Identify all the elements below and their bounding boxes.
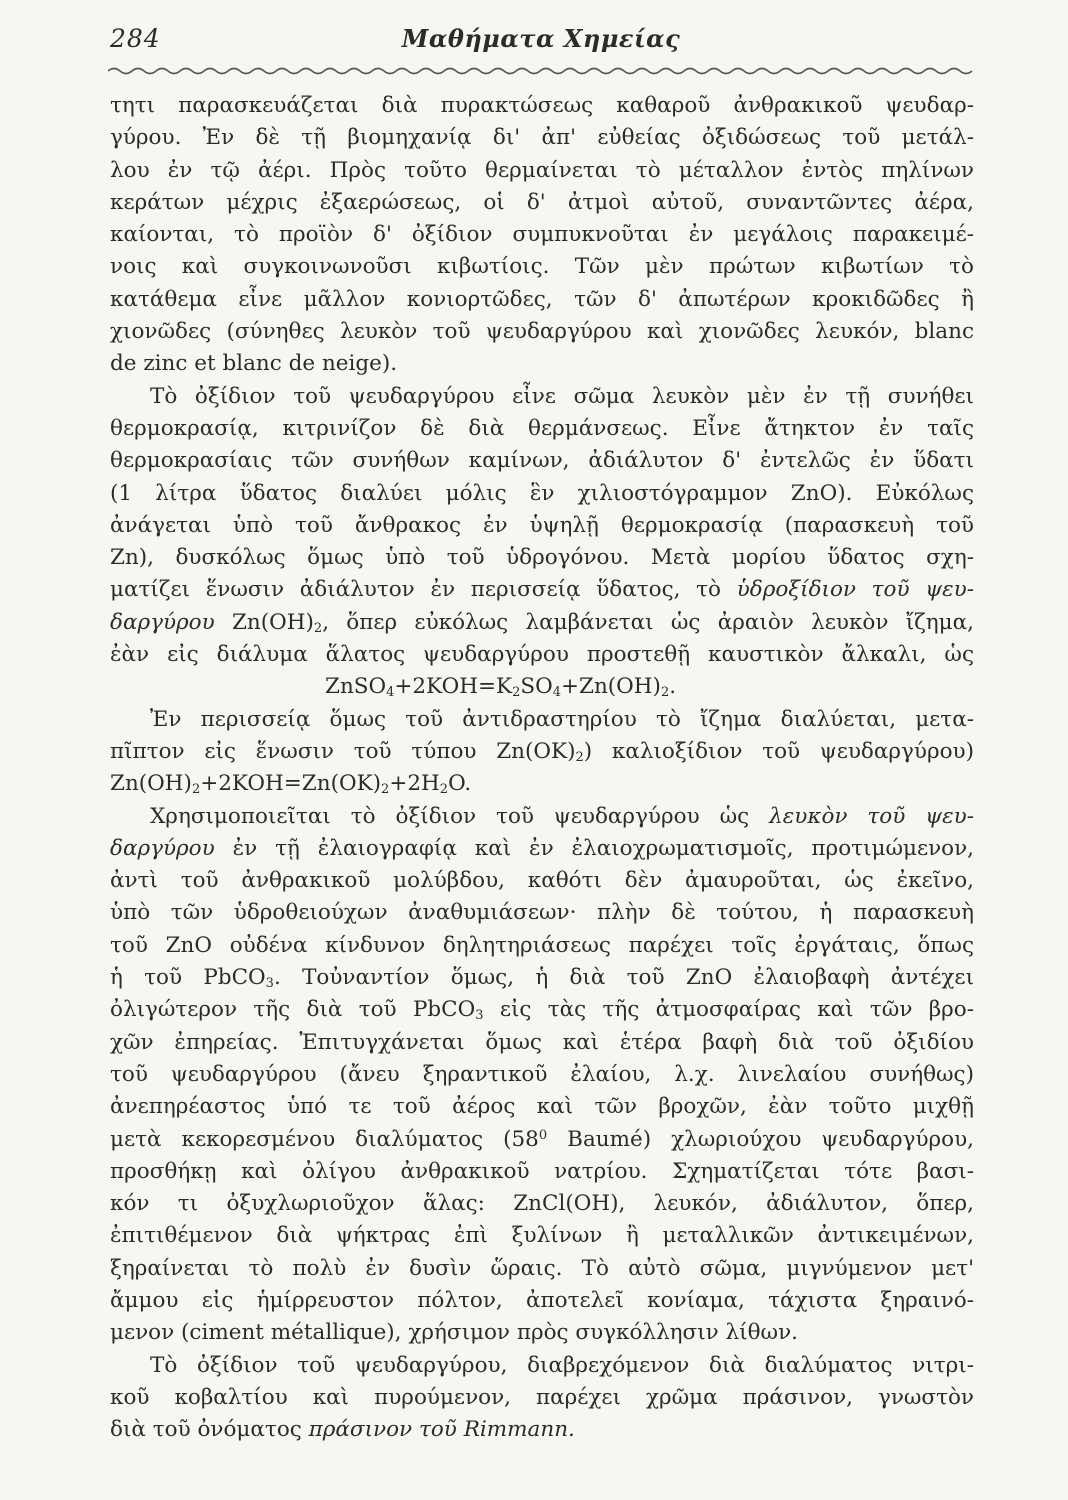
text-line	[110, 736, 974, 768]
text-line: κατάθεμα εἶνε μᾶλλον κονιορτῶδες, τῶν δ' ἀπωτέρων κροκιδῶδες ἢ	[110, 286, 974, 312]
text-line: ξηραίνεται τὸ πολὺ ἐν δυσὶν ὥραις. Τὸ αὐτὸ σῶμα, μιγνύμενον μετ'	[110, 1255, 974, 1281]
formula-part: .	[669, 674, 677, 700]
running-title: Μαθήματα Χημείας	[401, 24, 681, 53]
text-line: τοῦ ZnO οὐδένα κίνδυνον δηλητηριάσεως παρέχει τοῖς ἐργάταις, ὅπως	[110, 932, 974, 958]
subscript: 2	[381, 782, 390, 798]
subscript: 4	[552, 685, 561, 701]
subscript: 2	[439, 782, 449, 798]
text-line: de zinc et blanc de neige).	[110, 351, 398, 377]
text-line	[110, 994, 974, 1026]
text-line: προσθήκῃ καὶ ὀλίγου ἀνθρακικοῦ νατρίου. Σχηματίζεται τότε βασι-	[110, 1158, 974, 1184]
formula-part: +Zn(OH)	[560, 674, 661, 700]
text-line: νοις καὶ συγκοινωνοῦσι κιβωτίοις. Τῶν μὲν πρώτων κιβωτίων τὸ	[110, 254, 974, 280]
text-line	[110, 833, 974, 865]
text-span: ἡ τοῦ PbCO	[110, 965, 266, 991]
text-line: κεράτων μέχρις ἐξαερώσεως, οἱ δ' ἀτμοὶ αὐτοῦ, συναντῶντες ἀέρα,	[110, 189, 974, 215]
subscript: 2	[512, 685, 521, 701]
text-line: ἄμμου εἰς ἡμίρρευστον πόλτον, ἀποτελεῖ κονίαμα, τάχιστα ξηραινό-	[110, 1287, 974, 1313]
chem-formula: Zn(OH)	[214, 609, 314, 635]
text-line: ἀντὶ τοῦ ἀνθρακικοῦ μολύβδου, καθότι δὲν ἀμαυροῦται, ὡς ἐκεῖνο,	[110, 868, 974, 894]
text-line: γύρου. Ἐν δὲ τῇ βιομηχανίᾳ δι' ἀπ' εὐθείας ὀξιδώσεως τοῦ μετάλ-	[110, 125, 974, 151]
text-span: ) καλιοξίδιον τοῦ ψευδαργύρου)	[583, 738, 974, 764]
text-line: λου ἐν τῷ ἀέρι. Πρὸς τοῦτο θερμαίνεται τὸ μέταλλον ἐντὸς πηλίνων	[110, 157, 974, 183]
body-text	[110, 90, 974, 1446]
text-span: , ὅπερ εὐκόλως λαμβάνεται ὡς ἀραιὸν λευκὸν ἴζημα,	[322, 609, 974, 635]
text-line: ἀνάγεται ὑπὸ τοῦ ἄνθρακος ἐν ὑψηλῇ θερμοκρασίᾳ (παρασκευὴ τοῦ	[110, 512, 974, 538]
text-span: ματίζει ἕνωσιν ἀδιάλυτον ἐν περισσείᾳ ὕδατος, τὸ	[110, 577, 737, 603]
superscript: 0	[538, 1127, 548, 1143]
text-line: καίονται, τὸ προϊὸν δ' ὀξίδιον συμπυκνοῦται ἐν μεγάλοις παρακειμέ-	[110, 222, 974, 248]
text-line: Zn), δυσκόλως ὅμως ὑπὸ τοῦ ὑδρογόνου. Μετὰ μορίου ὕδατος σχη-	[110, 545, 974, 571]
text-line: θερμοκρασίαις τῶν συνήθων καμίνων, ἀδιάλυτον δ' ἐντελῶς ἐν ὕδατι	[110, 448, 974, 474]
text-line	[110, 1414, 974, 1446]
italic-term: δαργύρου	[110, 835, 215, 861]
subscript: 4	[386, 685, 395, 701]
italic-term: δαργύρου	[110, 609, 215, 635]
formula-part: +2H	[389, 771, 440, 797]
text-line: κόν τι ὀξυχλωριοῦχον ἅλας: ZnCl(OH), λευκόν, ἀδιάλυτον, ὅπερ,	[110, 1191, 974, 1217]
page-header	[110, 24, 972, 64]
text-span: Χρησιμοποιεῖται τὸ ὀξίδιον τοῦ ψευδαργύρου ὡς	[150, 803, 770, 829]
text-span: μετὰ κεκορεσμένου διαλύματος (58	[110, 1126, 539, 1152]
text-line	[110, 574, 974, 606]
paragraph-start: Τὸ ὀξίδιον τοῦ ψευδαργύρου, διαβρεχόμενον διὰ διαλύματος νιτρι-	[150, 1352, 974, 1378]
subscript: 2	[575, 749, 584, 765]
text-span: πῖπτον εἰς ἕνωσιν τοῦ τύπου Zn(OK)	[110, 738, 576, 764]
formula-part: ZnSO	[325, 674, 387, 700]
italic-term: πράσινον τοῦ Rimmann.	[308, 1417, 575, 1443]
text-span: εἰς τὰς τῆς ἀτμοσφαίρας καὶ τῶν βρο-	[483, 997, 974, 1023]
text-line: τητι παρασκευάζεται διὰ πυρακτώσεως καθαροῦ ἀνθρακικοῦ ψευδαρ-	[110, 93, 974, 118]
subscript: 2	[313, 620, 323, 636]
formula-part: SO	[520, 674, 553, 700]
text-span: . Τοὐναντίον ὅμως, ἡ διὰ τοῦ ZnO ἐλαιοβαφὴ ἀντέχει	[273, 965, 975, 991]
formula-part: Zn(OH)	[110, 771, 192, 797]
formula-part: +2KOH=K	[394, 674, 513, 700]
paragraph-start: Ἐν περισσείᾳ ὅμως τοῦ ἀντιδραστηρίου τὸ ἴζημα διαλύεται, μετα-	[150, 706, 974, 732]
text-span: Baumé) χλωριούχου ψευδαργύρου,	[547, 1126, 975, 1152]
text-line: μενον (ciment métallique), χρήσιμον πρὸς συγκόλλησιν λίθων.	[110, 1320, 798, 1346]
text-line: χιονῶδες (σύνηθες λευκὸν τοῦ ψευδαργύρου καὶ χιονῶδες λευκόν, blanc	[110, 319, 974, 345]
paragraph-start	[110, 801, 974, 833]
text-line: (1 λίτρα ὕδατος διαλύει μόλις ἓν χιλιοστόγραμμον ZnO). Εὐκόλως	[110, 480, 974, 506]
text-line: ὑπὸ τῶν ὑδροθειούχων ἀναθυμιάσεων· πλὴν δὲ τούτου, ἡ παρασκευὴ	[110, 900, 974, 926]
text-span: ἐν τῇ ἐλαιογραφίᾳ καὶ ἐν ἐλαιοχρωματισμοῖς, προτιμώμενον,	[214, 835, 974, 861]
italic-term: λευκὸν τοῦ ψευ-	[769, 803, 974, 829]
text-line: ἐπιτιθέμενον διὰ ψήκτρας ἐπὶ ξυλίνων ἢ μεταλλικῶν ἀντικειμένων,	[110, 1223, 974, 1249]
paragraph-start: Τὸ ὀξίδιον τοῦ ψευδαργύρου εἶνε σῶμα λευκὸν μὲν ἐν τῇ συνήθει	[150, 383, 974, 409]
page-number: 284	[110, 24, 161, 53]
equation-line	[110, 768, 974, 800]
header-rule	[108, 62, 974, 76]
text-line	[110, 1124, 974, 1156]
text-line: θερμοκρασίᾳ, κιτρινίζον δὲ διὰ θερμάνσεως. Εἶνε ἄτηκτον ἐν ταῖς	[110, 415, 974, 441]
formula-part: +2KOH=Zn(OK)	[200, 771, 382, 797]
subscript: 3	[475, 1008, 484, 1024]
text-line: χῶν ἐπηρείας. Ἐπιτυγχάνεται ὅμως καὶ ἑτέρα βαφὴ διὰ τοῦ ὀξιδίου	[110, 1029, 974, 1055]
text-line	[110, 607, 974, 639]
text-line: ἀνεπηρέαστος ὑπό τε τοῦ ἀέρος καὶ τῶν βροχῶν, ἐὰν τοῦτο μιχθῇ	[110, 1094, 974, 1120]
text-line: τοῦ ψευδαργύρου (ἄνευ ξηραντικοῦ ἐλαίου, λ.χ. λινελαίου συνήθως)	[110, 1061, 974, 1087]
text-line: ἐὰν εἰς διάλυμα ἅλατος ψευδαργύρου προστεθῇ καυστικὸν ἄλκαλι, ὡς	[110, 642, 974, 668]
text-span: ὀλιγώτερον τῆς διὰ τοῦ PbCO	[110, 997, 476, 1023]
text-span: διὰ τοῦ ὀνόματος	[110, 1417, 309, 1443]
text-line	[110, 962, 974, 994]
subscript: 3	[265, 976, 274, 992]
text-line: κοῦ κοβαλτίου καὶ πυρούμενον, παρέχει χρῶμα πράσινον, γνωστὸν	[110, 1384, 974, 1410]
equation-line	[110, 671, 974, 703]
subscript: 2	[660, 685, 670, 701]
formula-part: O.	[448, 771, 472, 797]
italic-term: ὑδροξίδιον τοῦ ψευ-	[736, 577, 974, 603]
subscript: 2	[191, 782, 201, 798]
